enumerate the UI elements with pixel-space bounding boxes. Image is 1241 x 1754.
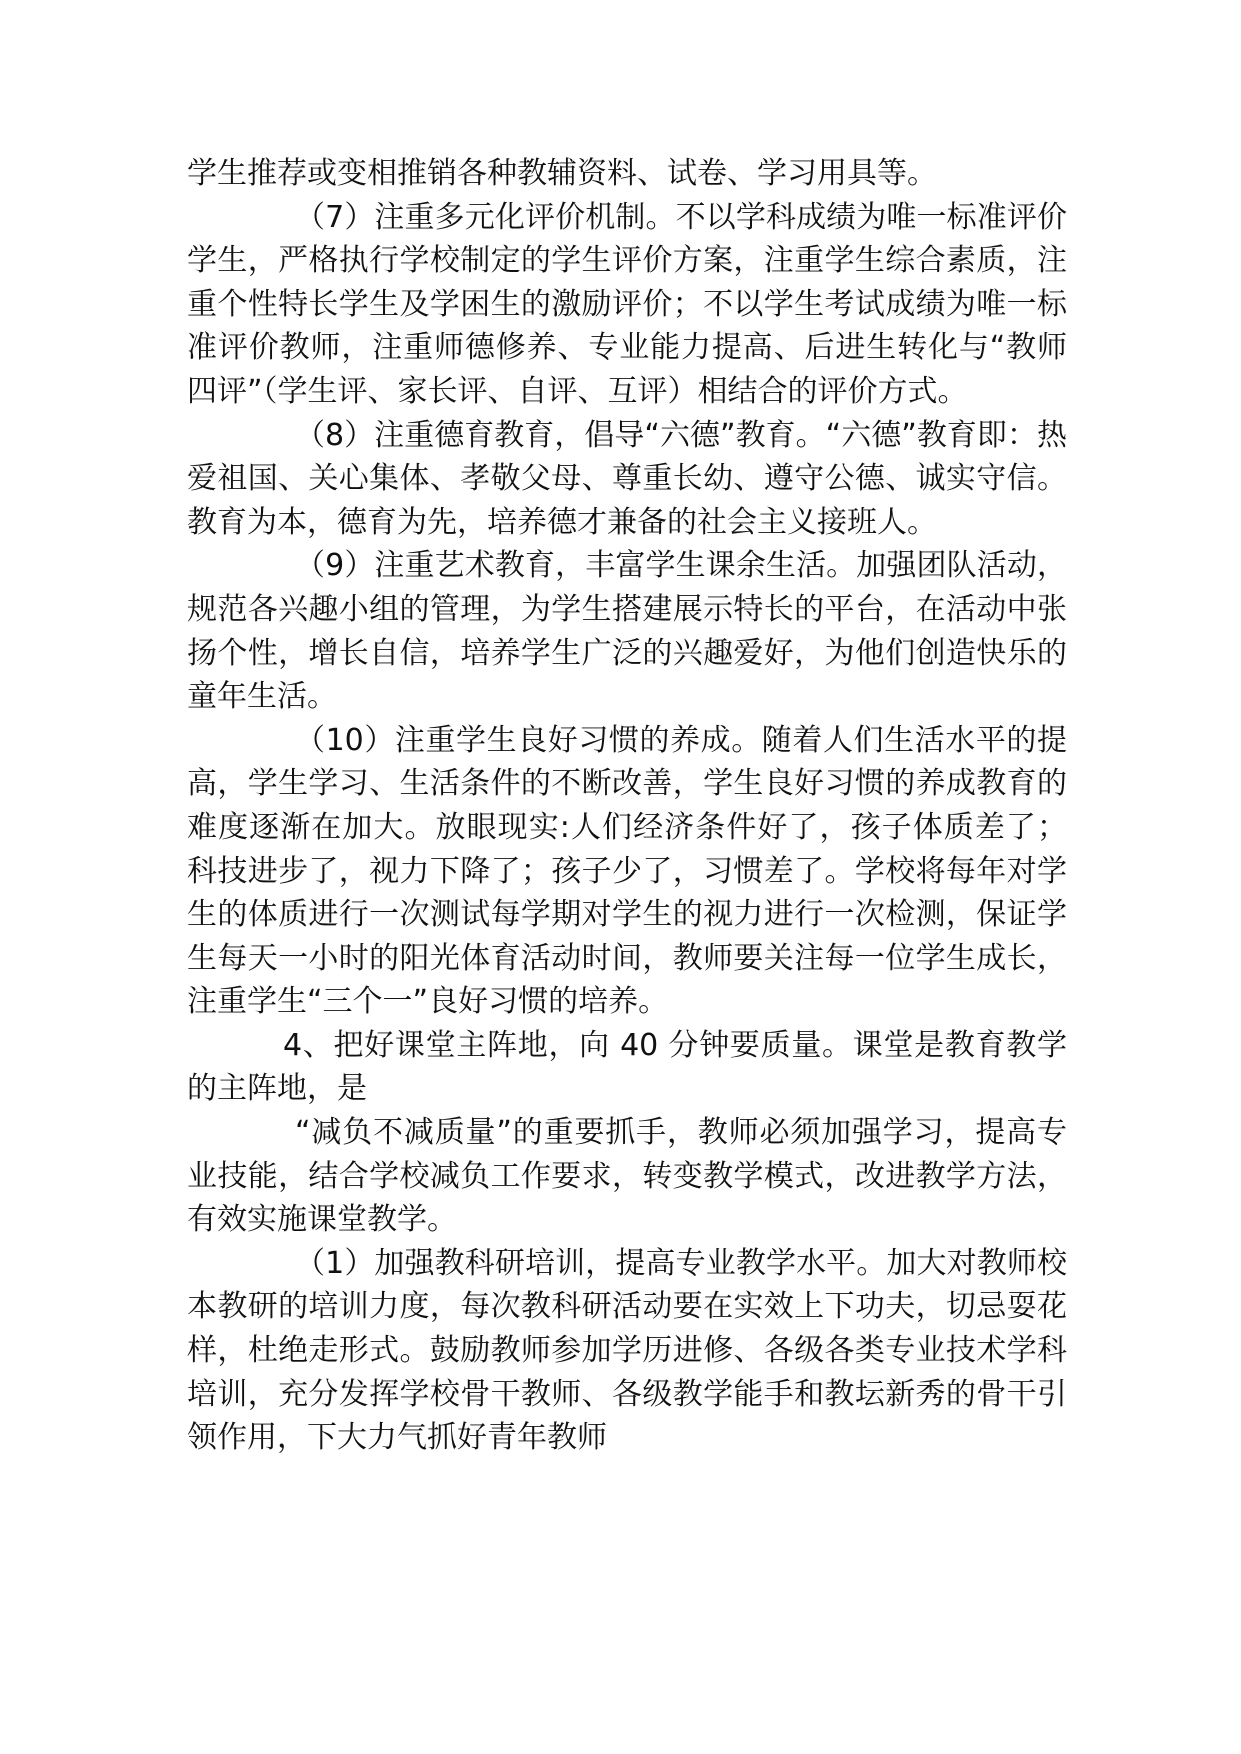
paragraph-item-1: （1）加强教科研培训，提高专业教学水平。加大对教师校本教研的培训力度，每次教科研活动要在实效上下功夫，切忌耍花样，杜绝走形式。鼓励教师参加学历进修、各级各类专业技术学科培训，充分发挥学校骨干教师、各级教学能手和教坛新秀的骨干引领作用，下大力气抓好青年教师 — [187, 1245, 1067, 1456]
paragraph-item-9: （9）注重艺术教育，丰富学生课余生活。加强团队活动，规范各兴趣小组的管理，为学生搭建展示特长的平台，在活动中张扬个性，增长自信，培养学生广泛的兴趣爱好，为他们创造快乐的童年生活。 — [187, 548, 1067, 715]
paragraph-item-7: （7）注重多元化评价机制。不以学科成绩为唯一标准评价学生，严格执行学校制定的学生评价方案，注重学生综合素质，注重个性特长学生及学困生的激励评价；不以学生考试成绩为唯一标准评价教师，注重师德修养、专业能力提高、后进生转化与“教师四评”（学生评、家长评、自评、互评）相结合的评价方式。 — [187, 199, 1067, 409]
paragraph-section-4: 4、把好课堂主阵地，向 40 分钟要质量。课堂是教育教学的主阵地，是 — [187, 1027, 1067, 1107]
paragraph-item-8: （8）注重德育教育，倡导“六德”教育。“六德”教育即：热爱祖国、关心集体、孝敬父母、尊重长幼、遵守公德、诚实守信。教育为本，德育为先，培养德才兼备的社会主义接班人。 — [187, 417, 1067, 540]
paragraph-item-10: （10）注重学生良好习惯的养成。随着人们生活水平的提高，学生学习、生活条件的不断改善，学生良好习惯的养成教育的难度逐渐在加大。放眼现实:人们经济条件好了，孩子体质差了；科技进步了，视力下降了；孩子少了，习惯差了。学校将每年对学生的体质进行一次测试每学期对学生的视力进行一次检测，保证学生每天一小时的阳光体育活动时间，教师要关注每一位学生成长，注重学生“三个一”良好习惯的培养。 — [187, 722, 1067, 1020]
paragraph-section-4-continued: “减负不减质量”的重要抓手，教师必须加强学习，提高专业技能，结合学校减负工作要求，转变教学模式，改进教学方法，有效实施课堂教学。 — [187, 1115, 1067, 1238]
paragraph-continuation: 学生推荐或变相推销各种教辅资料、试卷、学习用具等。 — [187, 156, 937, 191]
document-body — [187, 152, 1067, 1460]
